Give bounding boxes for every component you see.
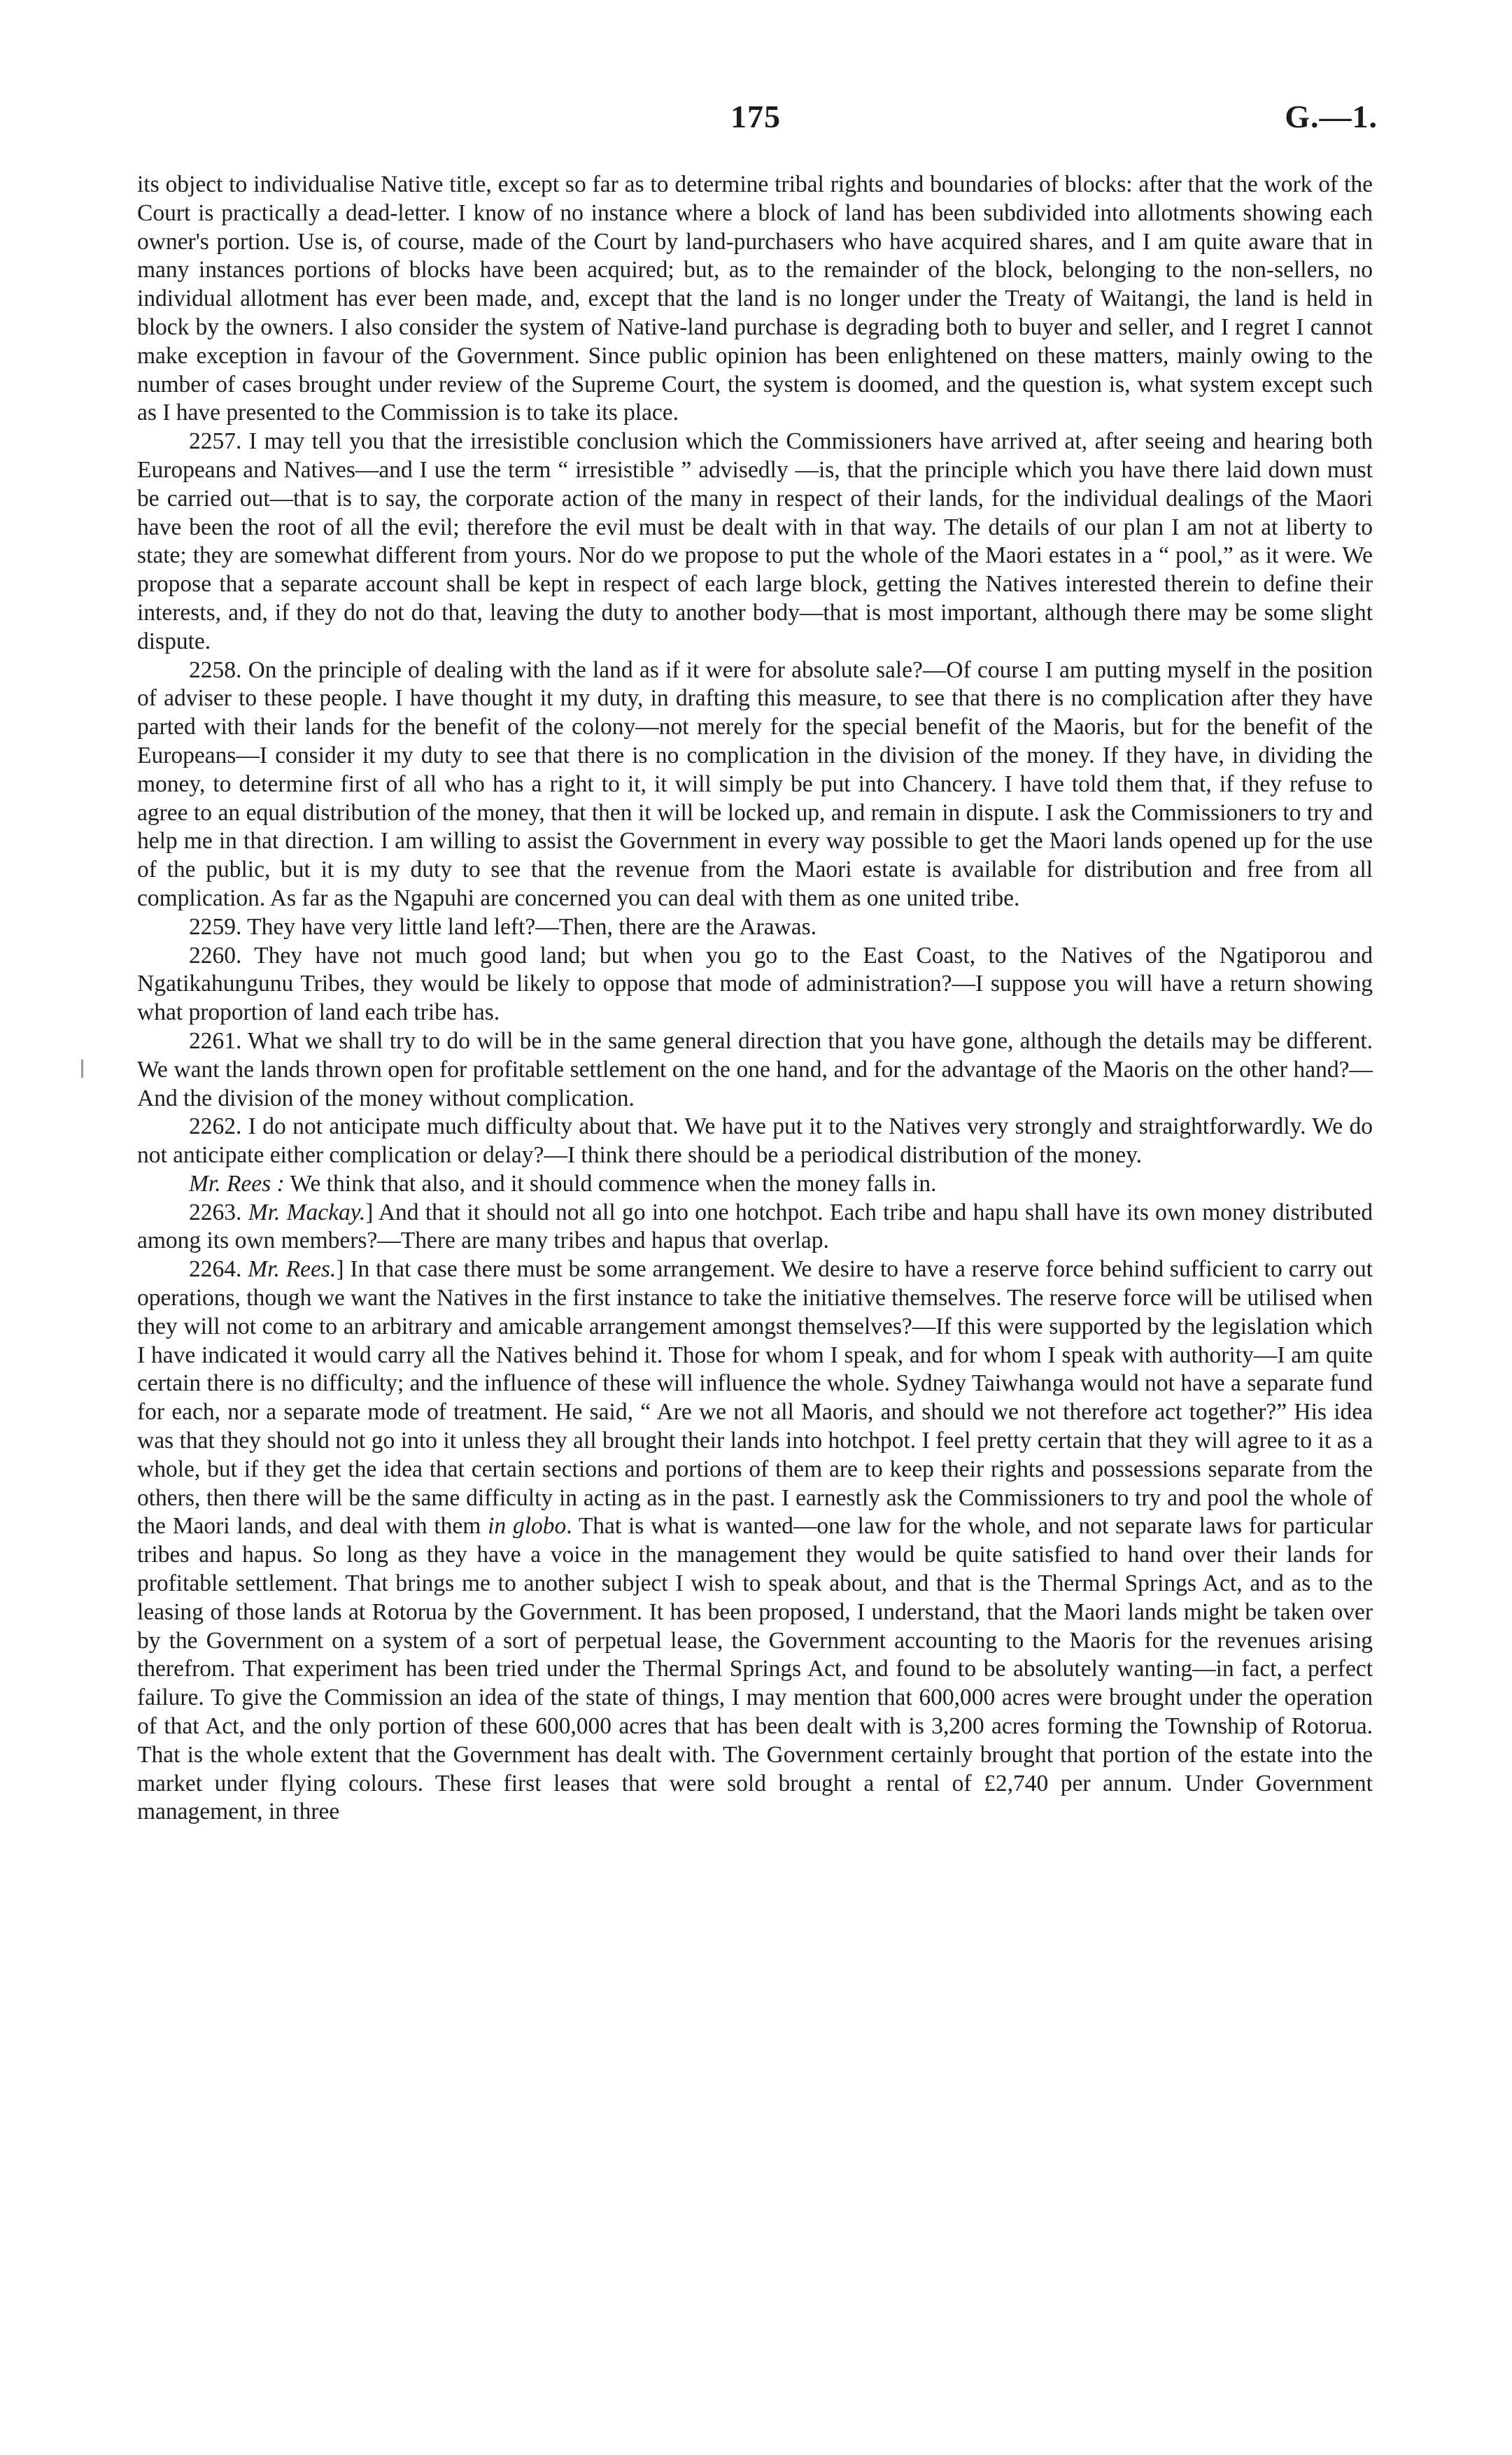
paragraph-2261: 2261. What we shall try to do will be in the same general direction that you have gone, although the details may be different. We want the lands thrown open for profitable settlement on the one hand, and for the advantage of the Maoris on the other hand?—And the division of the money without complication. [137, 1027, 1373, 1111]
paragraph-text: We think that also, and it should commence when the money falls in. [284, 1170, 937, 1197]
paragraph-2262: 2262. I do not anticipate much difficulty about that. We have put it to the Natives very strongly and straightforwardly. We do not anticipate either complication or delay?—I think there should be a periodical distribution of the money. [137, 1113, 1373, 1169]
paragraph-2257: 2257. I may tell you that the irresistible conclusion which the Commissioners have arrived at, after seeing and hearing both Europeans and Natives—and I use the term “ irresistible ” advisedly —is, that the principle which you have there laid down must be carried out—that is to say, the corporate action of the many in respect of their lands, for the individual dealings of the Maori have been the root of all the evil; therefore the evil must be dealt with in that way. The details of our plan I am not at liberty to state; they are somewhat different from yours. Nor do we propose to put the whole of the Maori estates in a “ pool,” as it were. We propose that a separate account shall be kept in respect of each large block, getting the Natives interested therein to define their interests, and, if they do not do that, leaving the duty to another body—that is most important, although there may be some slight dispute. [137, 428, 1373, 654]
paragraph-2264 [137, 1255, 1373, 1827]
paragraph-text: ] And that it should not all go into one hotchpot. Each tribe and hapu shall have its own money distributed among its own members?—There are many tribes and hapus that overlap. [137, 1199, 1373, 1254]
body-text [137, 171, 1373, 1827]
emphasis-text: in globo [488, 1513, 567, 1540]
document-reference: G.—1. [1285, 99, 1378, 134]
question-number: 2264. [189, 1256, 248, 1283]
margin-mark [81, 1060, 83, 1078]
paragraph-2263 [137, 1199, 1373, 1256]
question-number: 2263. [189, 1199, 248, 1225]
page-number: 175 [730, 99, 781, 134]
speaker-name: Mr. Mackay. [248, 1199, 366, 1225]
paragraph-2259: 2259. They have very little land left?—Then, there are the Arawas. [189, 913, 817, 940]
paragraph-2258: 2258. On the principle of dealing with the land as if it were for absolute sale?—Of course I am putting myself in the position of adviser to these people. I have thought it my duty, in drafting this measure, to see that there is no complication after they have parted with their lands for the benefit of the colony—not merely for the special benefit of the Maoris, but for the benefit of the Europeans—I consider it my duty to see that there is no complication in the division of the money. If they have, in dividing the money, to determine first of all who has a right to it, it will simply be put into Chancery. I have told them that, if they refuse to agree to an equal distribution of the money, that then it will be locked up, and remain in dispute. I ask the Commissioners to try and help me in that direction. I am willing to assist the Government in every way possible to get the Maori lands opened up for the use of the public, but it is my duty to see that the revenue from the Maori estate is available for distribution and free from all complication. As far as the Ngapuhi are concerned you can deal with them as one united tribe. [137, 656, 1373, 911]
paragraph-continuation: its object to individualise Native title, except so far as to determine tribal rights and boundaries of blocks: after that the work of the Court is practically a dead-letter. I know of no instance where a block of land has been subdivided into allotments showing each owner's portion. Use is, of course, made of the Court by land-purchasers who have acquired shares, and I am quite aware that in many instances portions of blocks have been acquired; but, as to the remainder of the block, belonging to the non-sellers, no individual allotment has ever been made, and, except that the land is no longer under the Treaty of Waitangi, the land is held in block by the owners. I also consider the system of Native-land purchase is degrading both to buyer and seller, and I regret I cannot make exception in favour of the Government. Since public opinion has been enlightened on these matters, mainly owing to the number of cases brought under review of the Supreme Court, the system is doomed, and the question is, what system except such as I have presented to the Commission is to take its place. [137, 171, 1373, 426]
paragraph-text: ] In that case there must be some arrangement. We desire to have a reserve force behind sufficient to carry out operations, though we want the Natives in the first instance to take the initiative themselves. The reserve force will be utilised when they will not come to an arbitrary and amicable arrangement amongst themselves?—If this were supported by the legislation which I have indicated it would carry all the Natives behind it. Those for whom I speak, and for whom I speak with authority—I am quite certain there is no difficulty; and the influence of these will influence the whole. Sydney Taiwhanga would not have a separate fund for each, nor a separate mode of treatment. He said, “ Are we not all Maoris, and should we not therefore act together?” His idea was that they should not go into it unless they all brought their lands into hotchpot. I feel pretty certain that they will agree to it as a whole, but if they get the idea that certain sections and portions of them are to keep their rights and possessions separate from the others, then there will be the same difficulty in acting as in the past. I earnestly ask the Commissioners to try and pool the whole of the Maori lands, and deal with them [137, 1256, 1373, 1540]
speaker-name: Mr. Rees. [248, 1256, 337, 1283]
paragraph-text: . That is what is wanted—one law for the whole, and not separate laws for particular tribes and hapus. So long as they have a voice in the management they would be quite satisfied to hand over their lands for profitable settlement. That brings me to another subject I wish to speak about, and that is the Thermal Springs Act, and as to the leasing of those lands at Rotorua by the Government. It has been proposed, I understand, that the Maori lands might be taken over by the Government on a system of a sort of perpetual lease, the Government accounting to the Maoris for the revenues arising therefrom. That experiment has been tried under the Thermal Springs Act, and found to be absolutely wanting—in fact, a perfect failure. To give the Commission an idea of the state of things, I may mention that 600,000 acres were brought under the operation of that Act, and the only portion of these 600,000 acres that has been dealt with is 3,200 acres forming the Township of Rotorua. That is the whole extent that the Government has dealt with. The Government certainly brought that portion of the estate into the market under flying colours. These first leases that were sold brought a rental of £2,740 per annum. Under Government management, in three [137, 1513, 1373, 1825]
paragraph-2260: 2260. They have not much good land; but when you go to the East Coast, to the Natives of the Ngatiporou and Ngatikahungunu Tribes, they would be likely to oppose that mode of administration?—I suppose you will have a return showing what proportion of land each tribe has. [137, 942, 1373, 1026]
speaker-name: Mr. Rees : [189, 1170, 285, 1197]
paragraph-rees-interjection [137, 1170, 1373, 1199]
